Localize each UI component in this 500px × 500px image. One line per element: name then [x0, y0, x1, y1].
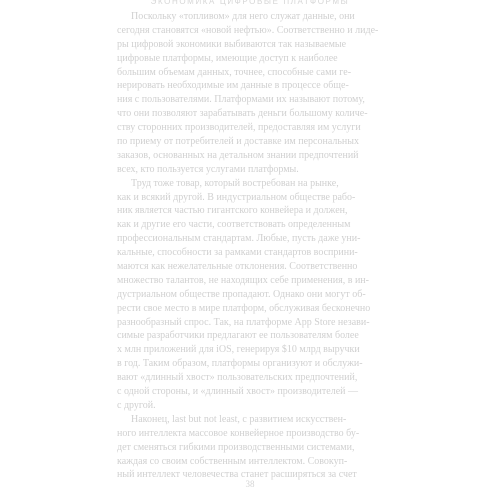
text-line: дустриальном обществе пропадают. Однако они могут об- — [117, 288, 366, 300]
page-number: 38 — [245, 479, 255, 489]
text-line: вают «длинный хвост» пользовательских предпочтений, — [117, 372, 358, 384]
text-line: множество талантов, не находящих себе применения, в ин- — [117, 274, 369, 286]
text-line: ник является частью гигантского конвейера и должен, — [117, 205, 348, 217]
text-line: симые разработчики предлагают ее пользователям более — [117, 330, 359, 342]
text-line: как и другие его части, соответствовать определенным — [117, 219, 351, 231]
text-line: дет сменяться гибкими производственными системами, — [117, 441, 355, 453]
text-line: что они позволяют зарабатывать деньги большому количе- — [117, 108, 368, 120]
text-line: рести свое место в мире платформ, обслуживая бесконечно — [117, 302, 371, 314]
text-line: ного интеллекта массовое конвейерное производство бу- — [117, 427, 360, 439]
text-line: кальные, способности за рамками стандартов восприни- — [117, 247, 358, 259]
text-line: всех, кто пользуется услугами платформы. — [117, 163, 299, 175]
text-line: х млн приложений для iOS, генерируя $10 млрд выручки — [117, 344, 360, 356]
text-line: Труд тоже товар, который востребован на рынке, — [131, 177, 339, 189]
text-line: каждая со своим собственным интеллектом. Совокуп- — [117, 455, 348, 467]
text-line: в год. Таким образом, платформы организуют и обслужи- — [117, 358, 363, 370]
body-text — [117, 10, 387, 482]
text-line: Поскольку «топливом» для него служат данные, они — [131, 11, 355, 22]
text-line: ный интеллект человечества станет расширяться за счет — [117, 469, 357, 481]
text-line: маются как нежелательные отклонения. Соответственно — [117, 261, 358, 273]
text-line: заказов, основанных на детальном знании предпочтений — [117, 149, 359, 161]
text-line: ству сторонних производителей, предоставляя им услуги — [117, 122, 361, 134]
text-line: нерировать необходимые им данные в процессе обще- — [117, 80, 349, 92]
text-line: с одной стороны, и «длинный хвост» производителей — — [117, 386, 359, 398]
text-line: по приему от потребителей и доставке им персональных — [117, 136, 359, 148]
running-head: ЭКОНОМИКА ЦИФРОВЫЕ ПЛАТФОРМЫ — [150, 0, 350, 6]
text-line: цифровые платформы, имеющие доступ к наиболее — [117, 52, 338, 64]
text-line: разнообразный спрос. Так, на платформе App Store незави- — [117, 316, 370, 328]
text-line: с другой. — [117, 399, 156, 411]
text-line: сегодня становятся «новой нефтью». Соответственно и лиде- — [117, 24, 379, 36]
text-line: большим объемам данных, точнее, способные сами ге- — [117, 66, 352, 78]
text-line: профессиональным стандартам. Любые, пусть даже уни- — [117, 233, 361, 245]
text-line: ния с пользователями. Платформами их называют потому, — [117, 94, 365, 106]
text-line: как и всякий другой. В индустриальном обществе рабо- — [117, 191, 356, 203]
text-line: ры цифровой экономики выбиваются так называемые — [117, 38, 347, 50]
text-line: Наконец, last but not least, с развитием искусствен- — [131, 413, 347, 425]
